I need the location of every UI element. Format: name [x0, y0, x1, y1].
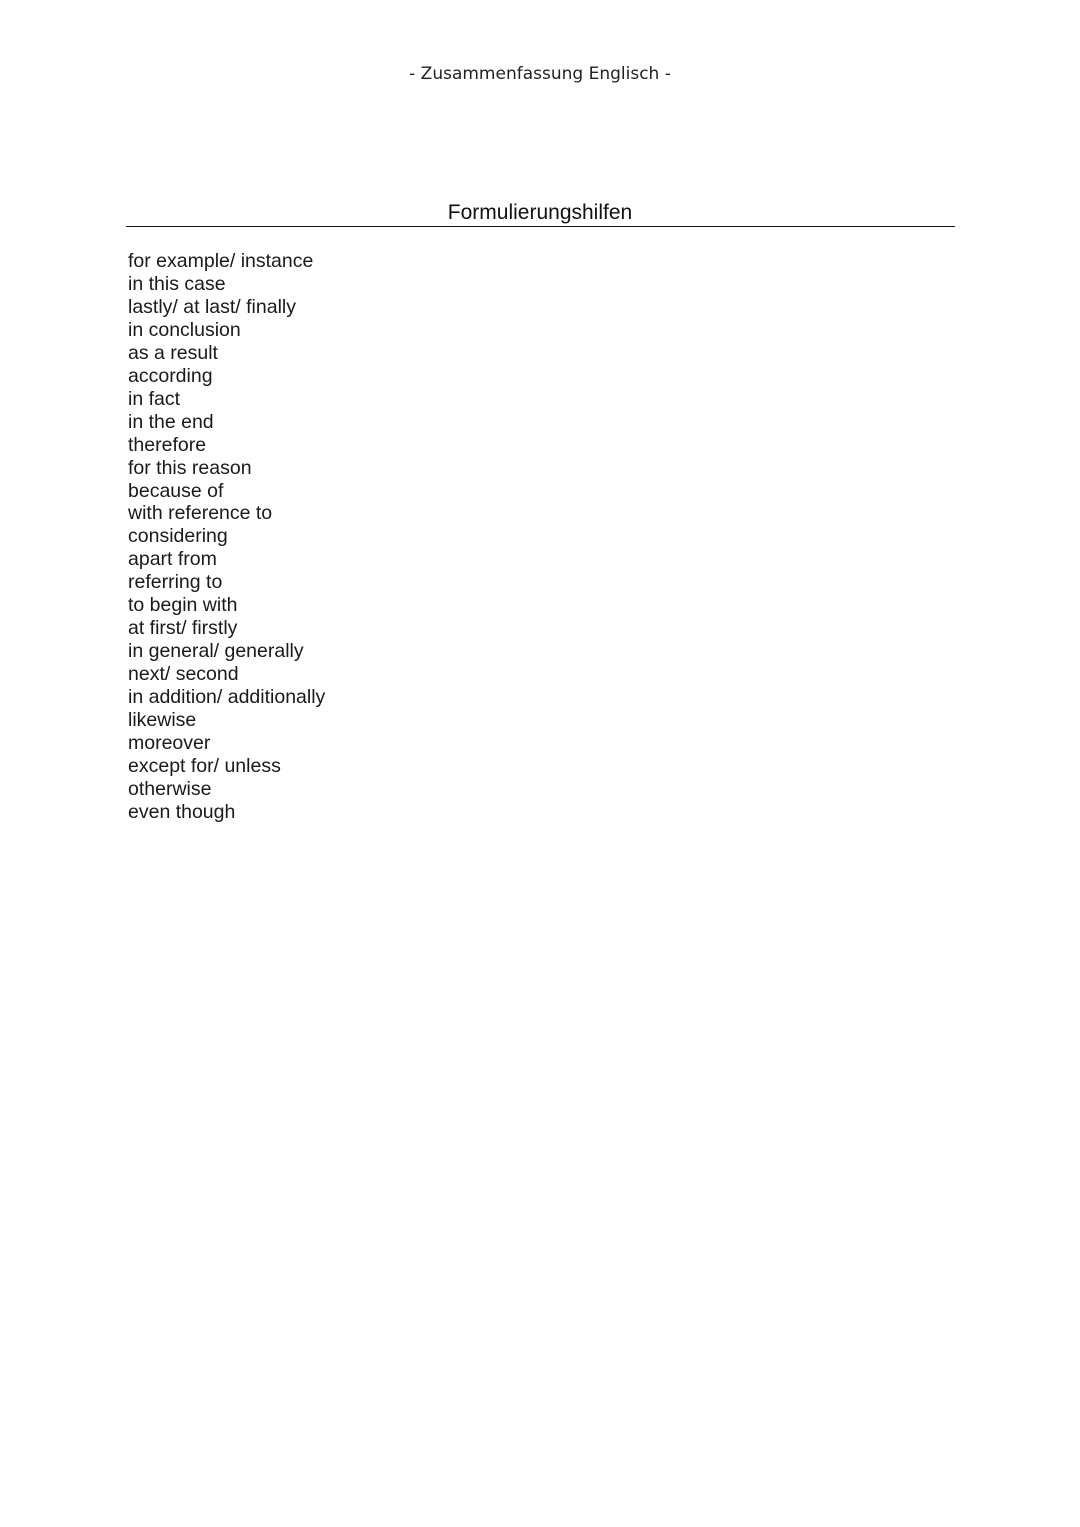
phrase-item: even though [128, 800, 236, 823]
phrase-item: because of [128, 479, 224, 502]
phrase-item: as a result [128, 341, 218, 364]
phrase-item: likewise [128, 709, 197, 732]
phrase-item: referring to [128, 571, 223, 594]
phrase-item: in general/ generally [128, 640, 304, 663]
section-title: Formulierungshilfen [447, 201, 633, 224]
phrase-item: in this case [128, 272, 226, 295]
phrase-item: otherwise [128, 777, 212, 800]
phrase-item: in conclusion [128, 318, 241, 341]
page-header: - Zusammenfassung Englisch - [409, 64, 671, 84]
phrase-item: except for/ unless [128, 754, 281, 777]
phrase-item: with reference to [128, 502, 273, 525]
phrase-item: for example/ instance [128, 250, 314, 272]
phrase-item: apart from [128, 548, 217, 571]
phrase-item: for this reason [128, 456, 252, 479]
phrase-item: according [128, 364, 213, 387]
phrase-item: lastly/ at last/ finally [128, 295, 296, 318]
phrase-item: moreover [128, 732, 211, 755]
phrase-item: therefore [128, 433, 207, 456]
phrase-item: at first/ firstly [128, 617, 238, 640]
phrase-item: to begin with [128, 594, 238, 617]
phrase-item: in fact [128, 387, 181, 410]
phrase-item: considering [128, 525, 228, 548]
phrase-item: in the end [128, 410, 214, 433]
phrase-item: in addition/ additionally [128, 686, 326, 709]
phrase-item: next/ second [128, 663, 239, 686]
title-underline [126, 226, 955, 227]
phrase-list [128, 250, 325, 824]
